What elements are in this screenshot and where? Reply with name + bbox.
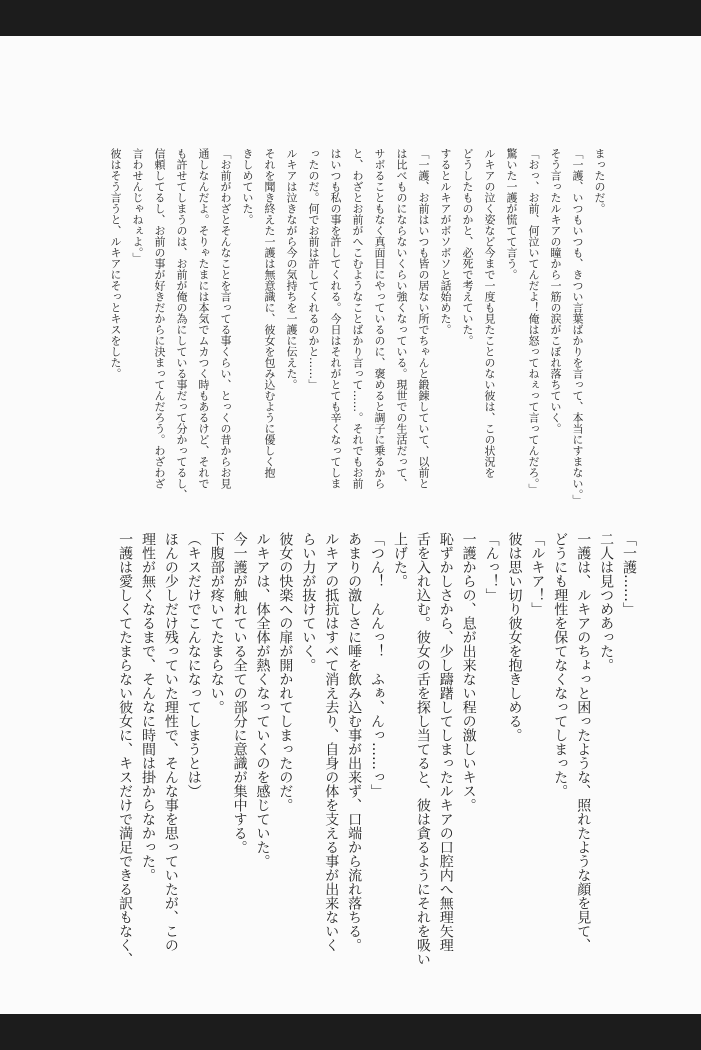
- text-line: 彼はそう言うと、ルキアにそっとキスをした。: [109, 148, 122, 379]
- text-line: 「お前がわざとそんなことを言ってる事くらい、とっくの昔からお見: [219, 148, 232, 489]
- text-line: と、わざとお前がへこむようなことばかり言って……。それでもお前: [351, 148, 364, 489]
- text-line: 今一護が触れている全ての部分に意識が集中する。: [231, 532, 248, 854]
- text-line: 一護からの、息が出来ない程の激しいキス。: [460, 532, 477, 812]
- text-line: 「一護、いつもいつも、きつい言葉ばかりを言って、本当にすまない。」: [571, 148, 584, 506]
- scan-border-bottom: [0, 1014, 701, 1050]
- text-line: ルキアの泣く姿など今まで一度も見たことのない彼は、この状況を: [483, 148, 496, 478]
- text-line: も許せてしまうのは、お前が俺の為にしている事だって分かってるし、: [175, 148, 188, 500]
- text-block-top: [100, 148, 610, 520]
- text-line: まったのだ。: [593, 148, 606, 214]
- text-line: 恥ずかしさから、少し躊躇してしまったルキアの口腔内へ無理矢理: [437, 532, 454, 952]
- text-line: ルキアは泣きながら今の気持ちを一護に伝えた。: [285, 148, 298, 390]
- text-line: そう言ったルキアの瞳から一筋の涙がこぼれ落ちていく。: [549, 148, 562, 434]
- text-line: 通しなんだよ。そりゃたまには本気でムカつく時もあるけど、それで: [197, 148, 210, 489]
- text-line: するとルキアがボソボソと話始めた。: [439, 148, 452, 335]
- text-line: 「ルキア！」: [529, 532, 546, 616]
- text-line: はいつも私の事を許してくれる。今日はそれがとても辛くなってしま: [329, 148, 342, 489]
- text-line: 二人は見つめあった。: [598, 532, 615, 672]
- text-line: ルキアは、体全体が熱くなっていくのを感じていた。: [254, 532, 271, 868]
- scan-border-top: [0, 0, 701, 36]
- text-line: それを聞き終えた一護は無意識に、彼女を包み込むように優しく抱: [263, 148, 276, 478]
- text-line: きしめていた。: [241, 148, 254, 225]
- text-block-bottom: [110, 532, 640, 1012]
- text-line: は比べものにならないくらい強くなっている。現世での生活だって、: [395, 148, 408, 489]
- text-line: 舌を入れ込む。彼女の舌を探し当てると、彼は貪るようにそれを吸い: [414, 532, 431, 966]
- text-line: 「つん！ んんっ！ ふぁ、んっ……っ」: [369, 532, 386, 798]
- text-line: 彼は思い切り彼女を抱きしめる。: [506, 532, 523, 742]
- text-line: 一護は愛しくてたまらない彼女に、キスだけで満足できる訳もなく、: [117, 532, 134, 966]
- text-line: 言わせんじゃねぇよ。」: [131, 148, 144, 264]
- text-line: 上げた。: [391, 532, 408, 588]
- text-line: 一護は、ルキアのちょっと困ったような、照れたような顔を見て、: [575, 532, 592, 952]
- text-line: 驚いた一護が慌てて言う。: [505, 148, 518, 280]
- text-line: らい力が抜けていく。: [300, 532, 317, 672]
- text-line: 「おっ、お前、何泣いてんだよ！俺は怒ってねぇって言ってんだろ。」: [527, 148, 540, 495]
- text-line: どうにも理性を保てなくなってしまった。: [552, 532, 569, 798]
- text-line: 「一護、お前はいつも皆の居ない所でちゃんと鍛錬していて、以前と: [417, 148, 430, 489]
- text-line: （キスだけでこんなになってしまうとは）: [185, 532, 202, 798]
- text-line: 「一護……」: [621, 532, 637, 616]
- text-line: ほんの少しだけ残っていた理性で、そんな事を思っていたが、この: [162, 532, 179, 952]
- text-line: あまりの激しさに唾を飲み込む事が出来ず、口端から流れ落ちる。: [346, 532, 363, 952]
- text-line: 下腹部が疼いてたまらない。: [208, 532, 225, 714]
- text-line: 「んっ！」: [483, 532, 500, 602]
- text-line: ったのだ。何でお前は許してくれるのかと……」: [307, 148, 320, 390]
- text-line: 理性が無くなるまで、そんなに時間は掛からなかった。: [139, 532, 156, 882]
- text-line: ルキアの抵抗はすべて消え去り、自身の体を支える事が出来ないく: [323, 532, 340, 952]
- text-line: どうしたものかと、必死で考えていた。: [461, 148, 474, 346]
- text-line: サボることもなく真面目にやっているのに、褒めると調子に乗るから: [373, 148, 386, 489]
- text-line: 信頼してるし、お前の事が好きだからに決まってんだろう。わざわざ: [153, 148, 166, 489]
- text-line: 彼女の快楽への扉が開かれてしまったのだ。: [277, 532, 294, 812]
